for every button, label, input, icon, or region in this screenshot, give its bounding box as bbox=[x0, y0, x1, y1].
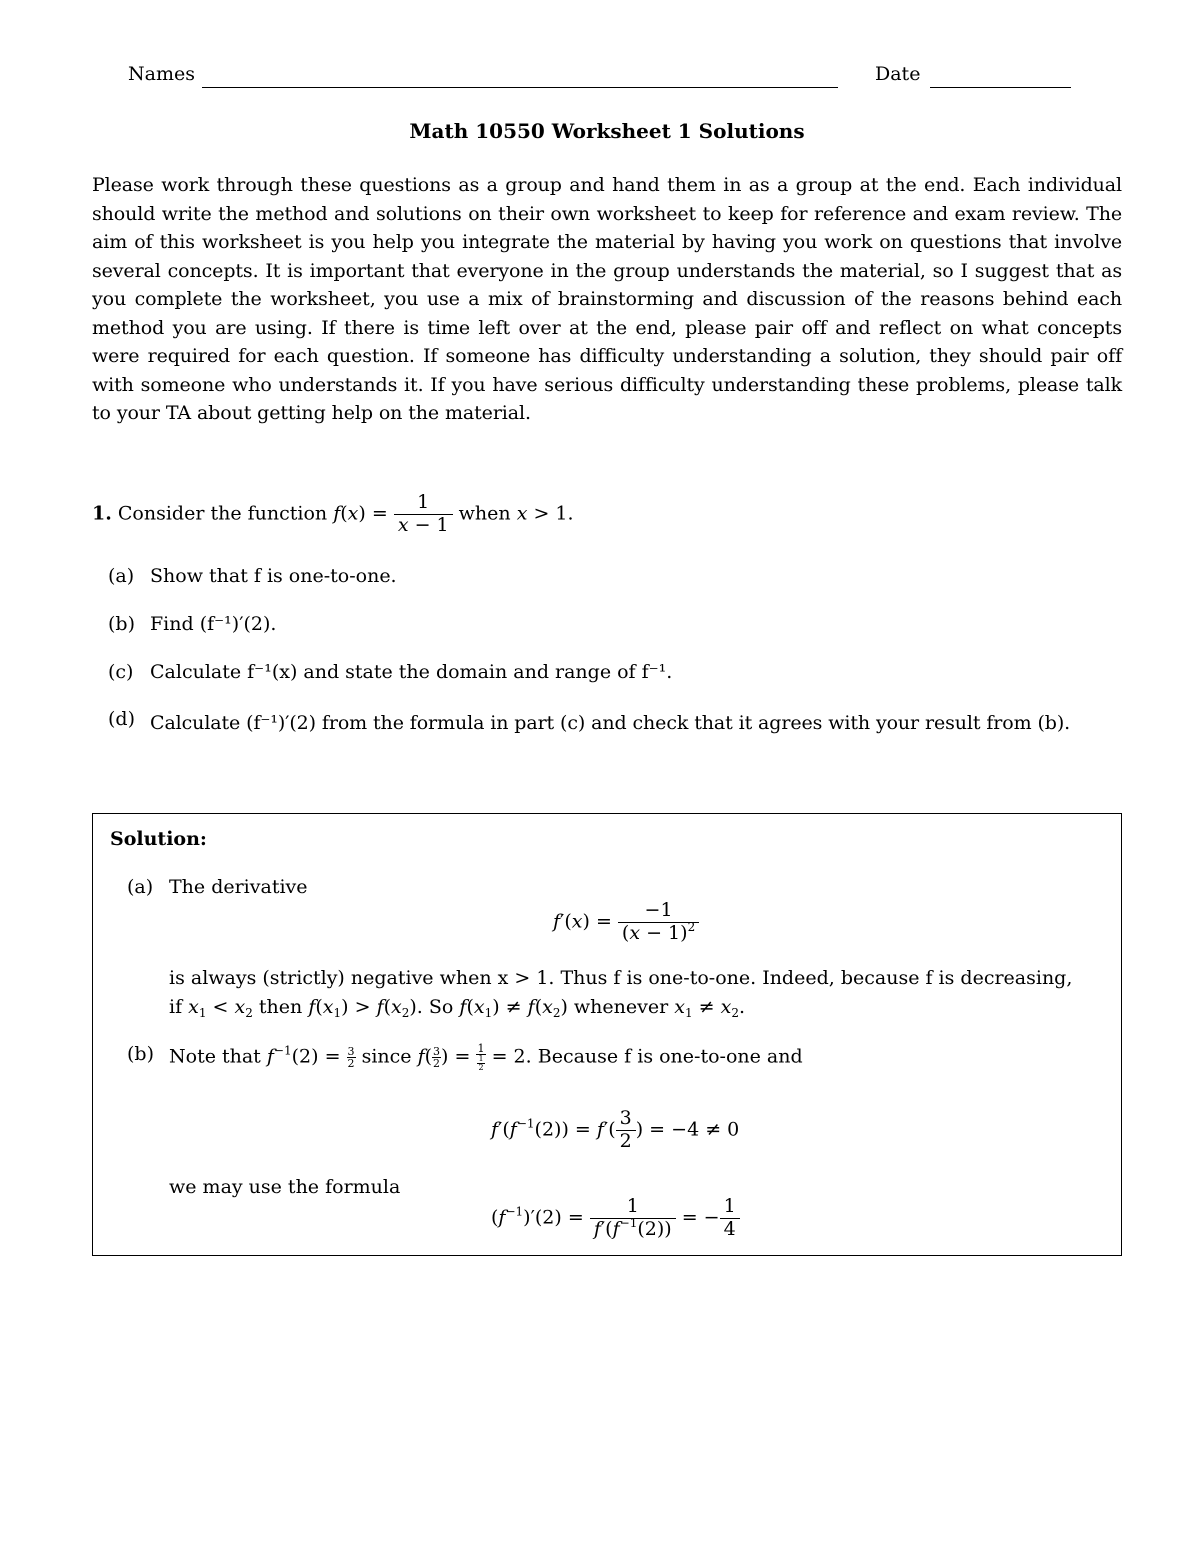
solution-a-label: (a) bbox=[127, 876, 154, 898]
solution-b-formula-intro: we may use the formula bbox=[169, 1176, 401, 1198]
part-a-text: Show that f is one-to-one. bbox=[150, 565, 397, 587]
inverse-derivative-formula: $(f^{-1})'(2)$ = $\frac{1}{f'(f^{-1}(2))}$ = − $\frac{1}{4}$ bbox=[491, 1196, 740, 1241]
solution-b-label: (b) bbox=[127, 1043, 154, 1065]
part-b-text: Find (f⁻¹)′(2). bbox=[150, 613, 277, 635]
date-field[interactable] bbox=[930, 87, 1071, 88]
names-label: Names bbox=[128, 63, 195, 85]
date-label: Date bbox=[875, 63, 921, 85]
chain-equation: $f'(f^{-1}(2)) = f'$( $\frac{3}{2}$ ) = −4 ≠ 0 bbox=[491, 1107, 740, 1152]
solution-a-intro: The derivative bbox=[169, 876, 308, 898]
part-c-text: Calculate f⁻¹(x) and state the domain and range of f⁻¹. bbox=[150, 661, 673, 683]
intro-paragraph: Please work through these questions as a group and hand them in as a group at the end. Each individual should write the method and solutions on their own worksheet to keep for reference and exam review. The aim of this worksheet is you help you integrate the material by having you work on questions that involve several concepts. It is important that everyone in the group understands the material, so I suggest that as you complete the worksheet, you use a mix of brainstorming and discussion of the reasons behind each method you are using. If there is time left over at the end, please pair off and reflect on what concepts were required for each question. If someone has difficulty understanding a solution, they should pair off with someone who understands it. If you have serious difficulty understanding these problems, please talk to your TA about getting help on the material. bbox=[92, 174, 1122, 424]
page-title: Math 10550 Worksheet 1 Solutions bbox=[409, 119, 805, 143]
part-d-text: Calculate (f⁻¹)′(2) from the formula in part (c) and check that it agrees with your result from (b). bbox=[150, 712, 1071, 734]
solution-box bbox=[92, 813, 1122, 1256]
solution-heading: Solution: bbox=[110, 828, 207, 850]
part-b-label: (b) bbox=[108, 613, 135, 635]
part-c-label: (c) bbox=[108, 661, 134, 683]
names-field[interactable] bbox=[202, 87, 838, 88]
part-d-label: (d) bbox=[108, 708, 135, 730]
part-a-label: (a) bbox=[108, 565, 135, 587]
solution-a-text: is always (strictly) negative when x > 1. Thus f is one-to-one. Indeed, because f is decreasing, bbox=[169, 967, 1073, 989]
solution-b-note: Note that $f^{-1}(2)$ = $\frac{3}{2}$ since f( $\frac{3}{2}$ ) = $\frac{1}{\frac{1}{2}}$ = 2. Because f is one-to-one and bbox=[169, 1042, 803, 1072]
question-1-stem: 1. Consider the function f(x) = $\frac{1}{x - 1}$ when x > 1. bbox=[92, 491, 574, 536]
function-fraction: $\frac{1}{x - 1}$ bbox=[394, 492, 453, 537]
question-number: 1. bbox=[92, 502, 112, 525]
derivative-equation: f′(x) = $\frac{-1}{(x - 1)^2}$ bbox=[553, 900, 699, 945]
solution-a-text-2: if $x_1 < x_2$ then $f(x_1) > f(x_2)$. So $f(x_1) \ne f(x_2)$ whenever $x_1 \ne x_2$. bbox=[169, 996, 746, 1020]
question-text: Consider the function bbox=[117, 502, 328, 525]
